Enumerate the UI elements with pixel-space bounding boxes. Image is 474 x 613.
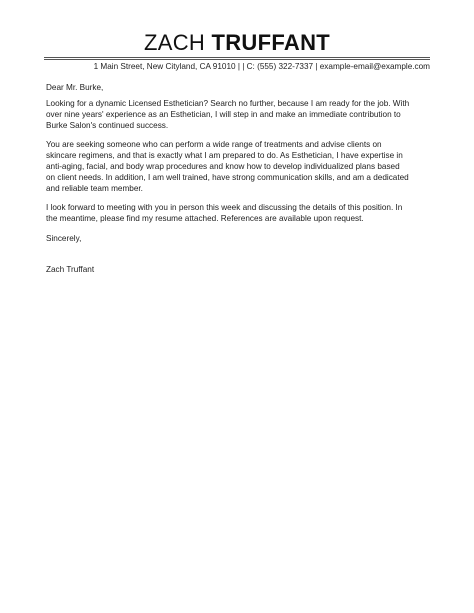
paragraph-line: Looking for a dynamic Licensed Esthetician? Search no further, because I am ready for the job. With (46, 99, 410, 108)
first-name: ZACH (143, 30, 206, 55)
paragraph-line: on client needs. In addition, I am well trained, have strong communication skills, and am a dedicated (46, 173, 409, 182)
applicant-name (0, 30, 474, 56)
paragraph-line: skincare regimens, and that is exactly what I am prepared to do. As Esthetician, I have expertise in (46, 151, 403, 160)
contact-info: 1 Main Street, New Cityland, CA 91010 | | C: (555) 322-7337 | example-email@example.com (93, 62, 430, 71)
paragraph-line: anti-aging, facial, and body wrap procedures and know how to develop individualized plans based (46, 162, 400, 171)
signature-name: Zach Truffant (46, 265, 95, 274)
header-divider-top (44, 57, 430, 58)
paragraph-line: I look forward to meeting with you in person this week and discussing the details of this position. In (46, 203, 403, 212)
salutation: Dear Mr. Burke, (46, 83, 104, 92)
body-paragraph-3 (46, 202, 434, 224)
header-divider-bottom (44, 59, 430, 60)
body-paragraph-2 (46, 139, 434, 194)
paragraph-line: over nine years' experience as an Esthetician, I will step in and make an immediate contribution to (46, 110, 401, 119)
paragraph-line: You are seeking someone who can perform a wide range of treatments and advise clients on (46, 140, 382, 149)
paragraph-line: Burke Salon's continued success. (46, 121, 169, 130)
last-name: TRUFFANT (211, 30, 330, 55)
closing: Sincerely, (46, 234, 82, 243)
body-paragraph-1 (46, 98, 434, 131)
paragraph-line: the meantime, please find my resume attached. References are available upon request. (46, 214, 364, 223)
paragraph-line: and reliable team member. (46, 184, 143, 193)
